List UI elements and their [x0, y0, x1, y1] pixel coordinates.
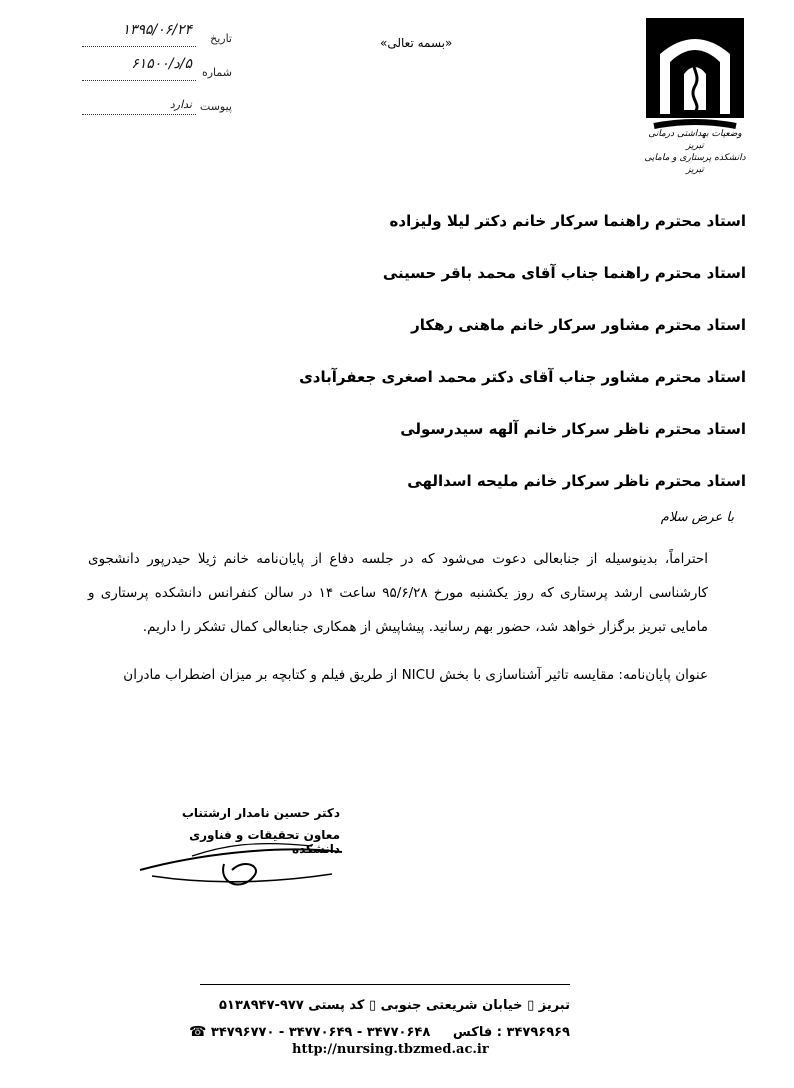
number-underline [82, 80, 196, 81]
addressee-4: استاد محترم مشاور جناب آقای دکتر محمد اصغری جعفرآبادی [299, 368, 746, 386]
date-underline [82, 46, 196, 47]
footer-phones: ۳۴۷۷۰۶۴۸ - ۳۴۷۷۰۶۴۹ - ۳۴۷۹۶۷۷۰ [210, 1025, 431, 1040]
signer-title: معاون تحقیقات و فناوری دانشکده [189, 828, 340, 856]
letter-meta [82, 22, 232, 124]
addressee-2: استاد محترم راهنما جناب آقای محمد باقر حسینی [382, 264, 746, 282]
basmala: «بسمه تعالی» [380, 36, 453, 50]
greeting: با عرض سلام [660, 510, 734, 525]
date-value: ۱۳۹۵/۰۶/۲۴ [122, 22, 192, 38]
signer-name: دکتر حسین نامدار ارشتناب [181, 806, 340, 820]
number-value: ۵/د/۶۱۵۰۰ [131, 56, 192, 72]
logo-line-1: وضعیات بهداشتی درمانی تبریز [648, 129, 742, 151]
logo-caption [640, 128, 750, 176]
number-row [82, 56, 232, 90]
date-label: تاریخ [210, 32, 232, 45]
footer [150, 993, 570, 1045]
addressee-6: استاد محترم ناظر سرکار خانم ملیحه اسدالهی [407, 472, 746, 490]
addressee-3: استاد محترم مشاور سرکار خانم ماهنی رهکار [411, 316, 746, 334]
number-label: شماره [201, 66, 232, 79]
addressee-list [186, 210, 746, 522]
phone-icon: ☎ [188, 1024, 207, 1040]
logo-line-2: دانشکده پرستاری و مامایی تبریز [644, 153, 746, 175]
attachment-label: پیوست [199, 100, 232, 113]
attachment-value: ندارد [169, 98, 192, 111]
handwritten-signature [132, 826, 352, 896]
thesis-title: عنوان پایان‌نامه: مقایسه تاثیر آشناسازی با بخش NICU از طریق فیلم و کتابچه بر میزان اضطراب مادران [123, 667, 708, 683]
addressee-5: استاد محترم ناظر سرکار خانم آلهه سیدرسولی [400, 420, 746, 438]
date-row [82, 22, 232, 56]
attachment-row [82, 90, 232, 124]
footer-divider [200, 984, 570, 985]
footer-fax: ۳۴۷۹۶۹۶۹ : فاکس [452, 1025, 570, 1040]
addressee-1: استاد محترم راهنما سرکار خانم دکتر لیلا ولیزاده [389, 212, 746, 230]
footer-address: تبریز ▯ خیابان شریعتی جنوبی ▯ کد پستی ۹۷۷-۵۱۳۸۹۴۷ [219, 998, 570, 1013]
footer-website[interactable]: http://nursing.tbzmed.ac.ir [292, 1042, 489, 1057]
attachment-underline [82, 114, 196, 115]
letter-body: احتراماً، بدینوسیله از جنابعالی دعوت می‌شود که در جلسه دفاع از پایان‌نامه خانم ژیلا حیدرپور دانشجوی کارشناسی ارشد پرستاری که روز یکشنبه مورخ ۹۵/۶/۲۸ ساعت ۱۴ در سالن کنفرانس دانشکده پرستاری و مامایی تبریز برگزار خواهد شد، حضور بهم رسانید. پیشاپیش از همکاری جنابعالی کمال تشکر را داریم. [88, 551, 708, 635]
